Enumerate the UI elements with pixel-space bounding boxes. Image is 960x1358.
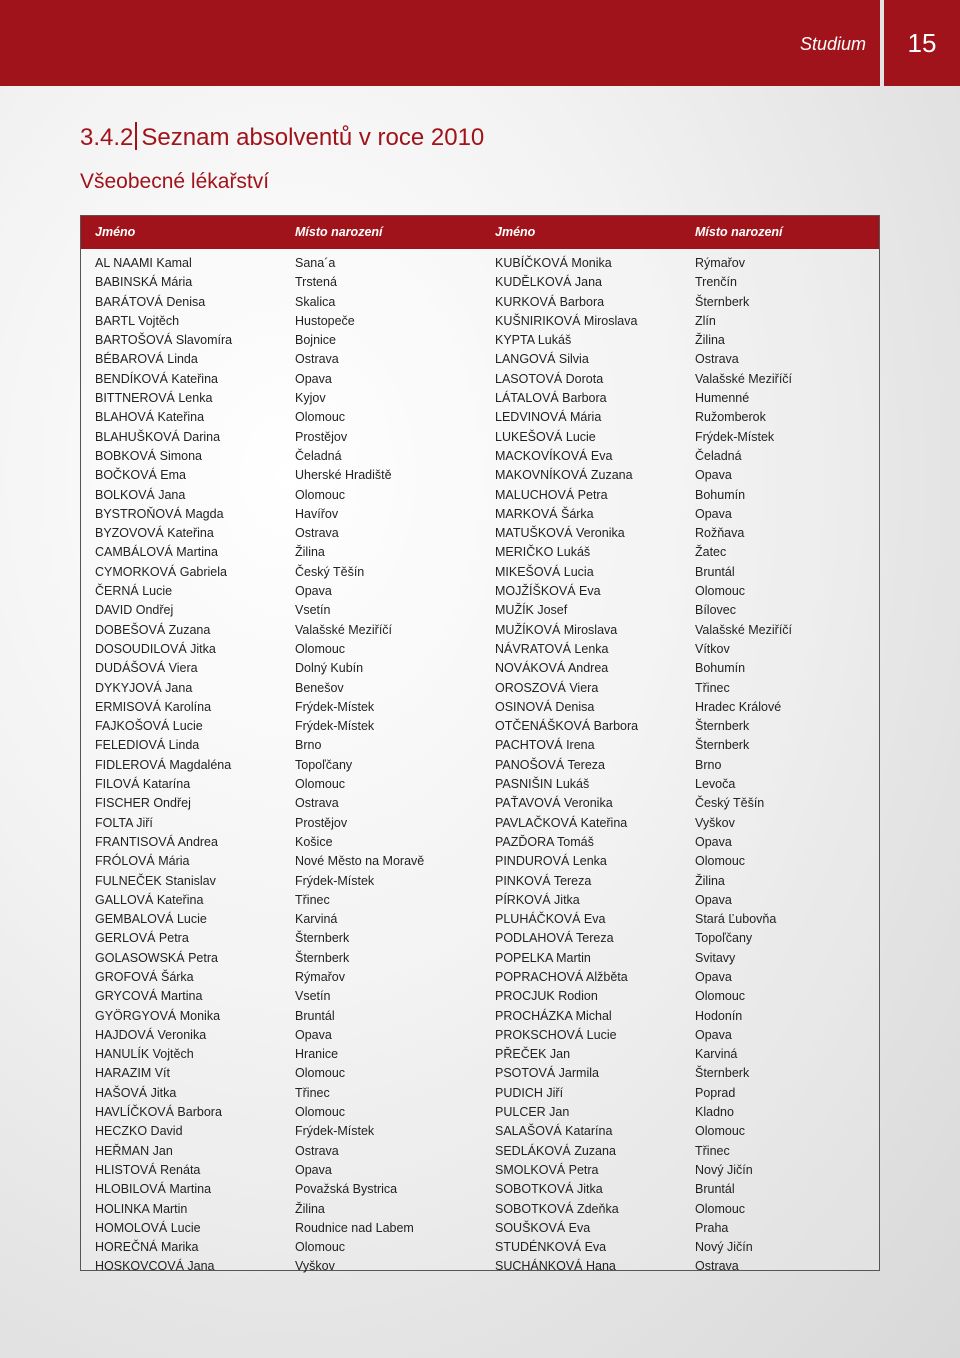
table-row	[81, 464, 879, 483]
name-cell: BOČKOVÁ Ema	[95, 468, 186, 483]
birthplace-cell: Ostrava	[295, 526, 339, 541]
birthplace-cell: Karviná	[295, 912, 338, 927]
name-cell: PODLAHOVÁ Tereza	[495, 931, 614, 946]
birthplace-cell: Žilina	[695, 333, 725, 348]
name-cell: BÉBAROVÁ Linda	[95, 352, 198, 367]
name-cell: MOJŽÍŠKOVÁ Eva	[495, 584, 601, 599]
name-cell: HOSKOVCOVÁ Jana	[95, 1259, 215, 1274]
name-cell: HANULÍK Vojtěch	[95, 1047, 194, 1062]
birthplace-cell: Rýmařov	[695, 256, 746, 270]
name-cell: SEDLÁKOVÁ Zuzana	[495, 1143, 616, 1158]
name-cell: BYSTROŇOVÁ Magda	[95, 506, 224, 521]
table-header	[81, 216, 879, 249]
table-row	[81, 426, 879, 445]
table-row	[81, 734, 879, 753]
birthplace-cell: Opava	[695, 506, 732, 521]
name-cell: PŘEČEK Jan	[495, 1047, 571, 1062]
name-cell: GRYCOVÁ Martina	[95, 989, 203, 1004]
birthplace-cell: Opava	[695, 468, 732, 483]
name-cell: HLOBILOVÁ Martina	[95, 1182, 212, 1197]
table-body	[81, 249, 879, 1275]
birthplace-cell: Frýdek-Místek	[295, 719, 375, 734]
birthplace-cell: Stará Ľubovňa	[695, 912, 777, 927]
birthplace-cell: Opava	[695, 1027, 732, 1042]
name-cell: MIKEŠOVÁ Lucia	[495, 564, 594, 579]
table-row	[81, 1005, 879, 1024]
birthplace-cell: Třinec	[695, 680, 730, 695]
birthplace-cell: Zlín	[695, 313, 716, 328]
name-cell: CYMORKOVÁ Gabriela	[95, 564, 227, 579]
subheading: Všeobecné lékařství	[80, 170, 270, 193]
birthplace-cell: Opava	[695, 834, 732, 849]
birthplace-cell: Nové Město na Moravě	[295, 854, 425, 869]
table-row	[81, 1236, 879, 1255]
name-cell: STUDÉNKOVÁ Eva	[495, 1240, 607, 1255]
birthplace-cell: Kyjov	[295, 391, 326, 406]
birthplace-cell: Svitavy	[695, 950, 736, 965]
name-cell: GERLOVÁ Petra	[95, 931, 189, 946]
name-cell: BOLKOVÁ Jana	[95, 487, 186, 502]
name-cell: PINKOVÁ Tereza	[495, 873, 592, 888]
birthplace-cell: Olomouc	[295, 641, 346, 656]
name-cell: KUDĚLKOVÁ Jana	[495, 275, 602, 290]
name-cell: GALLOVÁ Kateřina	[95, 892, 204, 907]
table-row	[81, 966, 879, 985]
name-cell: FELEDIOVÁ Linda	[95, 738, 200, 753]
section-label: Studium	[799, 34, 866, 54]
name-cell: BYZOVOVÁ Kateřina	[95, 526, 214, 541]
col-header-name-left: Jméno	[95, 225, 136, 239]
birthplace-cell: Žilina	[295, 545, 325, 560]
table-row	[81, 754, 879, 773]
table-row	[81, 619, 879, 638]
name-cell: HAJDOVÁ Veronika	[95, 1027, 207, 1042]
name-cell: PACHTOVÁ Irena	[495, 738, 595, 753]
col-header-name-right: Jméno	[495, 225, 536, 239]
birthplace-cell: Třinec	[295, 1085, 330, 1100]
header-bar	[0, 0, 880, 86]
birthplace-cell: Brno	[695, 757, 722, 772]
name-cell: SALAŠOVÁ Katarína	[495, 1124, 613, 1139]
birthplace-cell: Bruntál	[295, 1008, 335, 1023]
name-cell: FRÓLOVÁ Mária	[95, 854, 190, 869]
birthplace-cell: Olomouc	[695, 1201, 746, 1216]
birthplace-cell: Ostrava	[295, 1143, 339, 1158]
col-header-birthplace-left: Místo narození	[295, 225, 383, 239]
birthplace-cell: Vyškov	[295, 1259, 335, 1274]
birthplace-cell: Olomouc	[295, 487, 346, 502]
birthplace-cell: Rožňava	[695, 526, 745, 541]
birthplace-cell: Benešov	[295, 680, 344, 695]
name-cell: HOLINKA Martin	[95, 1201, 188, 1216]
name-cell: BARÁTOVÁ Denisa	[95, 294, 206, 309]
birthplace-cell: Roudnice nad Labem	[295, 1220, 414, 1235]
birthplace-cell: Topoľčany	[295, 757, 353, 772]
birthplace-cell: Opava	[295, 1162, 332, 1177]
name-cell: MATUŠKOVÁ Veronika	[495, 526, 625, 541]
table-row	[81, 947, 879, 966]
birthplace-cell: Český Těšín	[295, 564, 365, 579]
name-cell: BITTNEROVÁ Lenka	[95, 391, 213, 406]
birthplace-cell: Čeladná	[695, 448, 742, 463]
name-cell: OROSZOVÁ Viera	[495, 680, 599, 695]
name-cell: FULNEČEK Stanislav	[95, 873, 216, 888]
name-cell: BOBKOVÁ Simona	[95, 448, 202, 463]
table-row	[81, 889, 879, 908]
birthplace-cell: Prostějov	[295, 815, 348, 830]
birthplace-cell: Praha	[695, 1220, 729, 1235]
table-row	[81, 348, 879, 367]
table-row	[81, 1140, 879, 1159]
birthplace-cell: Vsetín	[295, 603, 331, 618]
name-cell: GEMBALOVÁ Lucie	[95, 912, 207, 927]
table-row	[81, 657, 879, 676]
name-cell: MARKOVÁ Šárka	[495, 506, 594, 521]
name-cell: MAKOVNÍKOVÁ Zuzana	[495, 468, 633, 483]
table-row	[81, 271, 879, 290]
birthplace-cell: Olomouc	[695, 854, 746, 869]
birthplace-cell: Humenné	[695, 391, 750, 406]
table-row	[81, 1062, 879, 1081]
name-cell: HEŘMAN Jan	[95, 1143, 173, 1158]
table-row	[81, 387, 879, 406]
name-cell: AL NAAMI Kamal	[95, 256, 192, 270]
birthplace-cell: Valašské Meziříčí	[295, 622, 393, 637]
table-row	[81, 503, 879, 522]
name-cell: BLAHOVÁ Kateřina	[95, 410, 205, 425]
birthplace-cell: Olomouc	[295, 1240, 346, 1255]
table-row	[81, 1101, 879, 1120]
table-row	[81, 580, 879, 599]
birthplace-cell: Olomouc	[295, 1105, 346, 1120]
name-cell: GROFOVÁ Šárka	[95, 969, 194, 984]
table-row	[81, 368, 879, 387]
birthplace-cell: Bojnice	[295, 333, 336, 348]
name-cell: SOBOTKOVÁ Zdeňka	[495, 1201, 619, 1216]
table-row	[81, 1082, 879, 1101]
birthplace-cell: Ostrava	[295, 352, 339, 367]
table-row	[81, 908, 879, 927]
birthplace-cell: Dolný Kubín	[295, 661, 364, 676]
birthplace-cell: Bohumín	[695, 661, 746, 676]
name-cell: LÁTALOVÁ Barbora	[495, 391, 607, 406]
name-cell: HAVLÍČKOVÁ Barbora	[95, 1105, 222, 1120]
name-cell: HOREČNÁ Marika	[95, 1240, 199, 1255]
table-row	[81, 599, 879, 618]
name-cell: FISCHER Ondřej	[95, 796, 191, 811]
table-row	[81, 870, 879, 889]
name-cell: PAVLAČKOVÁ Kateřina	[495, 815, 628, 830]
birthplace-cell: Uherské Hradiště	[295, 468, 392, 483]
birthplace-cell: Třinec	[695, 1143, 730, 1158]
name-cell: KUBÍČKOVÁ Monika	[495, 256, 612, 270]
table-row	[81, 1217, 879, 1236]
birthplace-cell: Šternberk	[695, 719, 750, 734]
table-row	[81, 850, 879, 869]
birthplace-cell: Bruntál	[695, 1182, 735, 1197]
table-row	[81, 522, 879, 541]
birthplace-cell: Hustopeče	[295, 313, 355, 328]
col-header-birthplace-right: Místo narození	[695, 225, 783, 239]
birthplace-cell: Poprad	[695, 1085, 736, 1100]
name-cell: DUDÁŠOVÁ Viera	[95, 661, 198, 676]
name-cell: BENDÍKOVÁ Kateřina	[95, 371, 218, 386]
name-cell: MUŽÍK Josef	[495, 603, 568, 618]
table-row	[81, 638, 879, 657]
name-cell: DAVID Ondřej	[95, 603, 174, 618]
birthplace-cell: Hradec Králové	[695, 699, 782, 714]
table-row	[81, 1178, 879, 1197]
birthplace-cell: Levoča	[695, 777, 736, 792]
name-cell: FAJKOŠOVÁ Lucie	[95, 719, 203, 734]
birthplace-cell: Ostrava	[295, 796, 339, 811]
name-cell: PÍRKOVÁ Jitka	[495, 892, 580, 907]
name-cell: HOMOLOVÁ Lucie	[95, 1220, 201, 1235]
name-cell: KUŠNIRIKOVÁ Miroslava	[495, 313, 638, 328]
name-cell: POPRACHOVÁ Alžběta	[495, 969, 628, 984]
table-row	[81, 773, 879, 792]
name-cell: PROCHÁZKA Michal	[495, 1008, 612, 1023]
name-cell: FRANTISOVÁ Andrea	[95, 834, 218, 849]
name-cell: PAŤAVOVÁ Veronika	[495, 796, 613, 811]
name-cell: KYPTA Lukáš	[495, 333, 572, 348]
name-cell: FOLTA Jiří	[95, 815, 153, 830]
birthplace-cell: Skalica	[295, 294, 336, 309]
birthplace-cell: Olomouc	[695, 989, 746, 1004]
table-row	[81, 831, 879, 850]
name-cell: PSOTOVÁ Jarmila	[495, 1066, 599, 1081]
name-cell: CAMBÁLOVÁ Martina	[95, 545, 218, 560]
table-row	[81, 1198, 879, 1217]
name-cell: PROKSCHOVÁ Lucie	[495, 1027, 617, 1042]
name-cell: PUDICH Jiří	[495, 1085, 564, 1100]
birthplace-cell: Šternberk	[295, 950, 350, 965]
name-cell: LANGOVÁ Silvia	[495, 352, 589, 367]
name-cell: ČERNÁ Lucie	[95, 584, 173, 599]
table-row	[81, 541, 879, 560]
birthplace-cell: Třinec	[295, 892, 330, 907]
heading-divider	[135, 122, 137, 150]
birthplace-cell: Nový Jičín	[695, 1162, 753, 1177]
birthplace-cell: Žilina	[695, 873, 725, 888]
birthplace-cell: Vítkov	[695, 641, 730, 656]
name-cell: MACKOVÍKOVÁ Eva	[495, 448, 613, 463]
birthplace-cell: Prostějov	[295, 429, 348, 444]
table-row	[81, 1255, 879, 1274]
table-row	[81, 484, 879, 503]
name-cell: OTČENÁŠKOVÁ Barbora	[495, 719, 639, 734]
table-row	[81, 252, 879, 271]
name-cell: SMOLKOVÁ Petra	[495, 1162, 599, 1177]
name-cell: PAZĎORA Tomáš	[495, 834, 594, 849]
birthplace-cell: Havířov	[295, 506, 339, 521]
birthplace-cell: Český Těšín	[695, 796, 765, 811]
birthplace-cell: Topoľčany	[695, 931, 753, 946]
table-row	[81, 715, 879, 734]
name-cell: PULCER Jan	[495, 1105, 570, 1120]
name-cell: HLISTOVÁ Renáta	[95, 1162, 201, 1177]
birthplace-cell: Opava	[295, 1027, 332, 1042]
birthplace-cell: Bruntál	[695, 564, 735, 579]
birthplace-cell: Olomouc	[295, 1066, 346, 1081]
name-cell: BARTL Vojtěch	[95, 313, 180, 328]
name-cell: FILOVÁ Katarína	[95, 777, 191, 792]
table-row	[81, 310, 879, 329]
name-cell: DOSOUDILOVÁ Jitka	[95, 641, 216, 656]
name-cell: PLUHÁČKOVÁ Eva	[495, 912, 606, 927]
table-row	[81, 445, 879, 464]
birthplace-cell: Nový Jičín	[695, 1240, 753, 1255]
name-cell: PANOŠOVÁ Tereza	[495, 757, 605, 772]
birthplace-cell: Olomouc	[695, 584, 746, 599]
birthplace-cell: Frýdek-Místek	[295, 1124, 375, 1139]
name-cell: HECZKO David	[95, 1124, 183, 1139]
birthplace-cell: Šternberk	[695, 1066, 750, 1081]
birthplace-cell: Olomouc	[695, 1124, 746, 1139]
name-cell: LUKEŠOVÁ Lucie	[495, 429, 596, 444]
birthplace-cell: Opava	[695, 892, 732, 907]
birthplace-cell: Žilina	[295, 1201, 325, 1216]
birthplace-cell: Šternberk	[695, 294, 750, 309]
birthplace-cell: Sana´a	[295, 256, 336, 270]
name-cell: DOBEŠOVÁ Zuzana	[95, 622, 211, 637]
table-row	[81, 1159, 879, 1178]
name-cell: OSINOVÁ Denisa	[495, 699, 595, 714]
birthplace-cell: Olomouc	[295, 410, 346, 425]
birthplace-cell: Bohumín	[695, 487, 746, 502]
birthplace-cell: Ružomberok	[695, 410, 766, 425]
birthplace-cell: Opava	[295, 584, 332, 599]
birthplace-cell: Košice	[295, 834, 333, 849]
name-cell: NOVÁKOVÁ Andrea	[495, 661, 609, 676]
birthplace-cell: Valašské Meziříčí	[695, 622, 793, 637]
name-cell: PROCJUK Rodion	[495, 989, 598, 1004]
table-row	[81, 406, 879, 425]
name-cell: POPELKA Martin	[495, 950, 591, 965]
heading-number: 3.4.2	[80, 124, 134, 151]
birthplace-cell: Trenčín	[695, 275, 737, 290]
birthplace-cell: Frýdek-Místek	[295, 873, 375, 888]
name-cell: KURKOVÁ Barbora	[495, 294, 605, 309]
birthplace-cell: Opava	[295, 371, 332, 386]
birthplace-cell: Opava	[695, 969, 732, 984]
birthplace-cell: Žatec	[695, 545, 727, 560]
name-cell: LEDVINOVÁ Mária	[495, 410, 602, 425]
table-row	[81, 677, 879, 696]
page-number: 15	[907, 28, 937, 58]
table-row	[81, 1043, 879, 1062]
birthplace-cell: Kladno	[695, 1105, 734, 1120]
table-row	[81, 792, 879, 811]
name-cell: BARTOŠOVÁ Slavomíra	[95, 333, 233, 348]
name-cell: NÁVRATOVÁ Lenka	[495, 641, 609, 656]
birthplace-cell: Šternberk	[695, 738, 750, 753]
birthplace-cell: Frýdek-Místek	[295, 699, 375, 714]
birthplace-cell: Čeladná	[295, 448, 342, 463]
birthplace-cell: Šternberk	[295, 931, 350, 946]
birthplace-cell: Bílovec	[695, 603, 736, 618]
name-cell: FIDLEROVÁ Magdaléna	[95, 757, 232, 772]
name-cell: MALUCHOVÁ Petra	[495, 487, 608, 502]
name-cell: BLAHUŠKOVÁ Darina	[95, 429, 221, 444]
table-row	[81, 291, 879, 310]
table-row	[81, 696, 879, 715]
name-cell: LASOTOVÁ Dorota	[495, 371, 604, 386]
table-row	[81, 329, 879, 348]
name-cell: GYÖRGYOVÁ Monika	[95, 1008, 221, 1023]
table-row	[81, 812, 879, 831]
name-cell: SOUŠKOVÁ Eva	[495, 1220, 591, 1235]
table-row	[81, 1120, 879, 1139]
birthplace-cell: Karviná	[695, 1047, 738, 1062]
birthplace-cell: Vsetín	[295, 989, 331, 1004]
birthplace-cell: Vyškov	[695, 815, 735, 830]
page-title	[80, 122, 484, 152]
name-cell: BABINSKÁ Mária	[95, 275, 193, 290]
table-row	[81, 985, 879, 1004]
birthplace-cell: Brno	[295, 738, 322, 753]
name-cell: SOBOTKOVÁ Jitka	[495, 1182, 603, 1197]
name-cell: PINDUROVÁ Lenka	[495, 854, 607, 869]
name-cell: DYKYJOVÁ Jana	[95, 680, 193, 695]
graduates-table	[80, 215, 880, 1274]
name-cell: ERMISOVÁ Karolína	[95, 699, 212, 714]
name-cell: SUCHÁNKOVÁ Hana	[495, 1259, 616, 1274]
name-cell: GOLASOWSKÁ Petra	[95, 950, 218, 965]
birthplace-cell: Frýdek-Místek	[695, 429, 775, 444]
name-cell: HARAZIM Vít	[95, 1066, 171, 1081]
birthplace-cell: Valašské Meziříčí	[695, 371, 793, 386]
name-cell: HAŠOVÁ Jitka	[95, 1085, 177, 1100]
table-row	[81, 927, 879, 946]
birthplace-cell: Hranice	[295, 1047, 339, 1062]
heading-title: Seznam absolventů v roce 2010	[141, 124, 485, 151]
birthplace-cell: Rýmařov	[295, 969, 346, 984]
birthplace-cell: Trstená	[295, 275, 337, 290]
birthplace-cell: Hodonín	[695, 1008, 743, 1023]
name-cell: MERIČKO Lukáš	[495, 545, 591, 560]
table-row	[81, 1024, 879, 1043]
birthplace-cell: Považská Bystrica	[295, 1182, 398, 1197]
name-cell: PASNIŠIN Lukáš	[495, 777, 590, 792]
table-row	[81, 561, 879, 580]
birthplace-cell: Ostrava	[695, 352, 739, 367]
name-cell: MUŽÍKOVÁ Miroslava	[495, 622, 618, 637]
birthplace-cell: Ostrava	[695, 1259, 739, 1274]
birthplace-cell: Olomouc	[295, 777, 346, 792]
